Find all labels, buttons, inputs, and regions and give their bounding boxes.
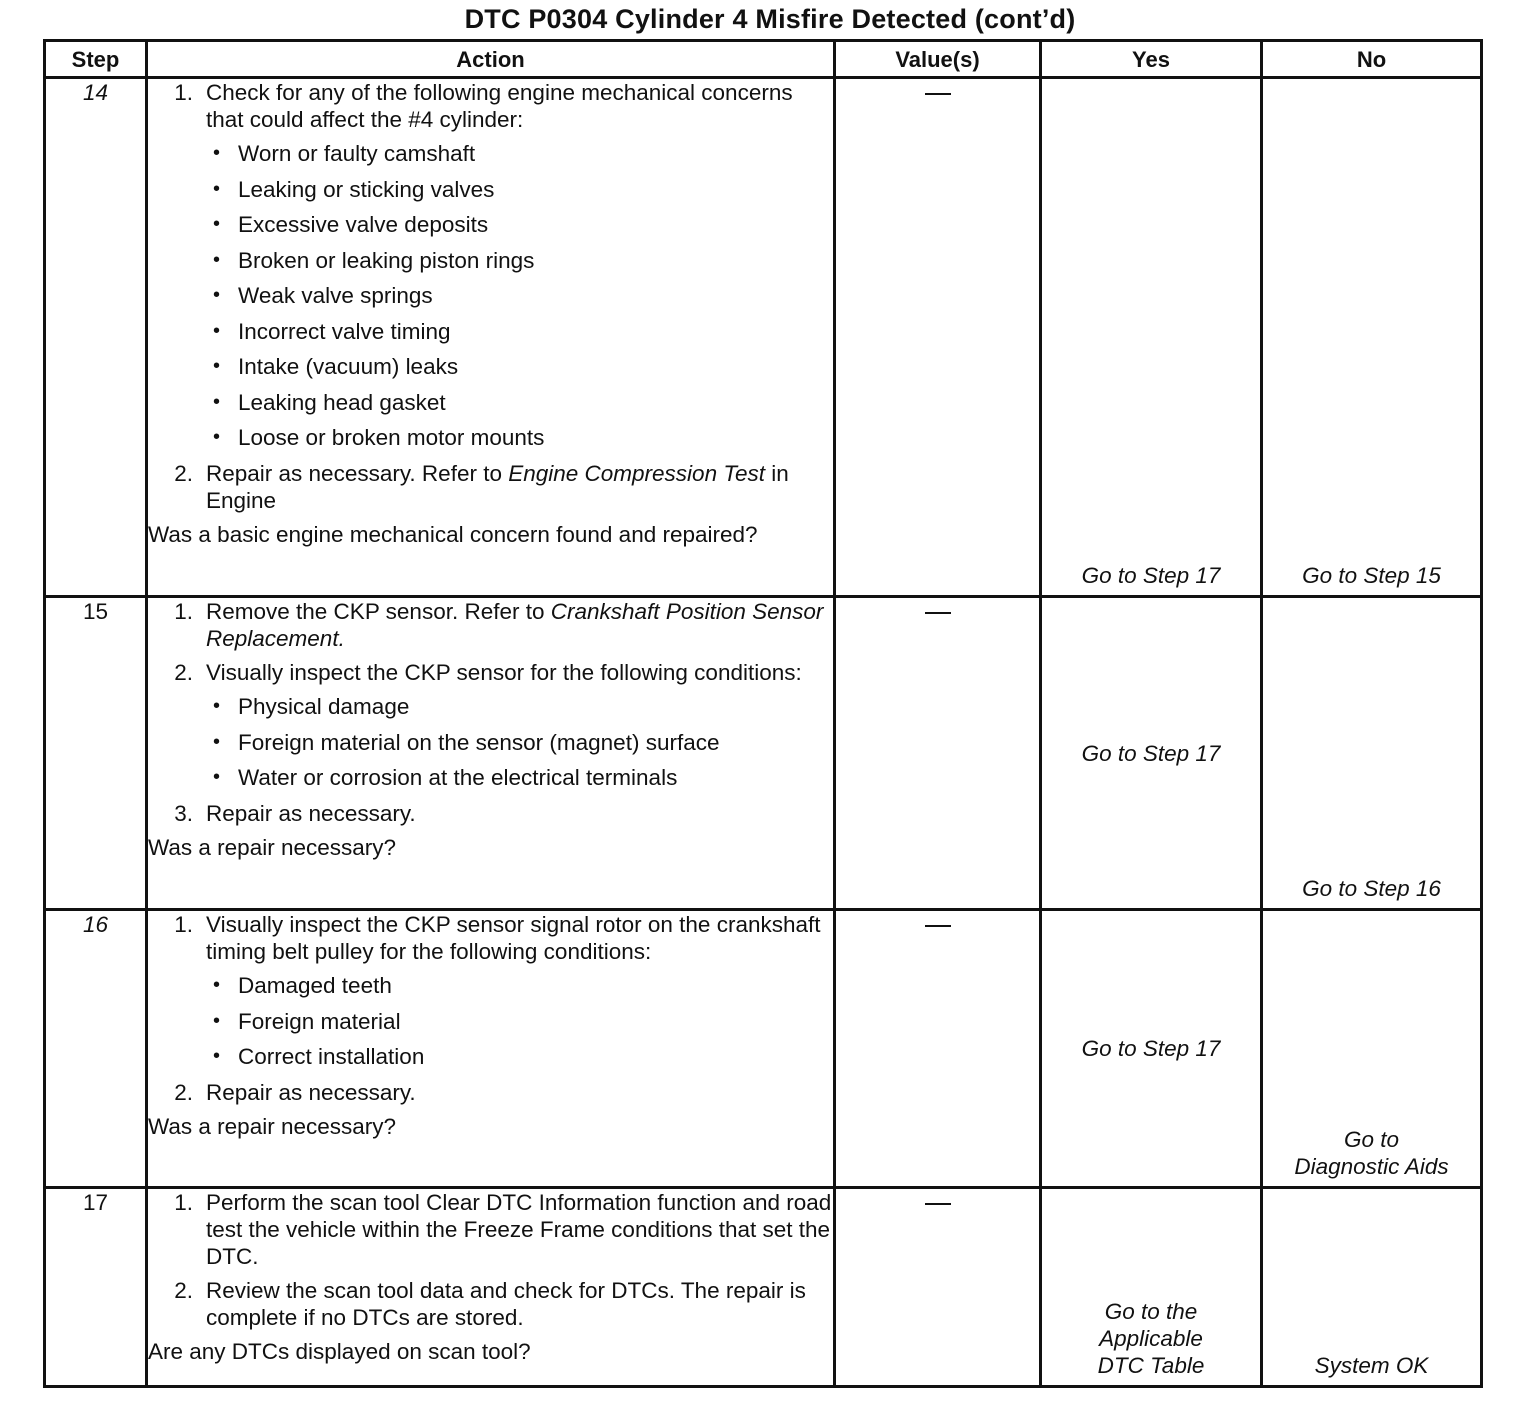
step-number: 17 xyxy=(45,1188,147,1387)
action-item: 2. Repair as necessary. xyxy=(174,1079,416,1105)
action-cell xyxy=(147,910,835,1188)
step-number: 14 xyxy=(45,78,147,597)
no-cell: Go to Step 16 xyxy=(1262,597,1482,910)
list-item: • Weak valve springs xyxy=(213,283,433,308)
dash-mark xyxy=(925,1203,951,1205)
table-row-step-16 xyxy=(45,910,1482,1188)
action-item: 1. Check for any of the following engine mechanical concerns that could affect the #4 cylinder: xyxy=(174,80,793,132)
yes-cell: Go to Step 17 xyxy=(1041,78,1262,597)
header-row xyxy=(45,41,1482,78)
action-item: 1. Remove the CKP sensor. Refer to Crankshaft Position Sensor Replacement. xyxy=(174,599,824,651)
header-step: Step xyxy=(45,41,147,78)
action-item: 2. Repair as necessary. Refer to Engine Compression Test in Engine xyxy=(174,460,789,513)
yes-cell: Go to Step 17 xyxy=(1041,597,1262,910)
value-cell xyxy=(835,597,1041,910)
list-item: • Water or corrosion at the electrical terminals xyxy=(213,765,678,790)
table-row-step-15 xyxy=(45,597,1482,910)
yes-cell: Go to Step 17 xyxy=(1041,910,1262,1188)
step-number: 15 xyxy=(45,597,147,910)
list-item: • Foreign material on the sensor (magnet) surface xyxy=(213,729,720,755)
list-item: • Leaking head gasket xyxy=(213,389,446,415)
no-cell: System OK xyxy=(1262,1188,1482,1387)
header-action: Action xyxy=(147,41,835,78)
list-item: • Incorrect valve timing xyxy=(213,318,451,344)
value-cell xyxy=(835,1188,1041,1387)
page-title: DTC P0304 Cylinder 4 Misfire Detected (cont’d) xyxy=(464,4,1076,34)
header-no: No xyxy=(1262,41,1482,78)
action-item: 1. Visually inspect the CKP sensor signal rotor on the crankshaft timing belt pulley for the following conditions: xyxy=(174,912,821,964)
table-row-step-14 xyxy=(45,78,1482,597)
header-yes: Yes xyxy=(1041,41,1262,78)
list-item: • Damaged teeth xyxy=(213,973,392,998)
action-item: 2. Visually inspect the CKP sensor for the following conditions: xyxy=(174,660,802,685)
list-item: • Excessive valve deposits xyxy=(213,212,489,237)
list-item: • Foreign material xyxy=(213,1008,401,1034)
action-item: 1. Perform the scan tool Clear DTC Information function and road test the vehicle within the Freeze Frame conditions that set the DTC. xyxy=(174,1190,832,1269)
no-cell: Go to Diagnostic Aids xyxy=(1262,910,1482,1188)
list-item: • Intake (vacuum) leaks xyxy=(213,354,459,379)
question-text: Was a repair necessary? xyxy=(148,834,397,860)
header-values: Value(s) xyxy=(835,41,1041,78)
value-cell xyxy=(835,78,1041,597)
list-item: • Broken or leaking piston rings xyxy=(213,247,535,273)
dash-mark xyxy=(925,612,951,614)
dash-mark xyxy=(925,93,951,95)
table-row-step-17 xyxy=(45,1188,1482,1387)
action-cell xyxy=(147,78,835,597)
no-cell: Go to Step 15 xyxy=(1262,78,1482,597)
dash-mark xyxy=(925,925,951,927)
action-cell xyxy=(147,1188,835,1387)
diagnostic-table xyxy=(43,39,1483,1388)
list-item: • Leaking or sticking valves xyxy=(213,176,495,202)
list-item: • Worn or faulty camshaft xyxy=(213,141,476,166)
value-cell xyxy=(835,910,1041,1188)
question-text: Was a repair necessary? xyxy=(148,1113,397,1139)
list-item: • Correct installation xyxy=(213,1044,425,1069)
action-item: 3. Repair as necessary. xyxy=(174,800,416,826)
step-number: 16 xyxy=(45,910,147,1188)
list-item: • Physical damage xyxy=(213,694,410,719)
action-item: 2. Review the scan tool data and check for DTCs. The repair is complete if no DTCs are stored. xyxy=(174,1278,806,1330)
question-text: Was a basic engine mechanical concern found and repaired? xyxy=(148,521,758,547)
yes-cell: Go to the Applicable DTC Table xyxy=(1041,1188,1262,1387)
question-text: Are any DTCs displayed on scan tool? xyxy=(148,1339,531,1364)
action-cell xyxy=(147,597,835,910)
list-item: • Loose or broken motor mounts xyxy=(213,425,545,450)
